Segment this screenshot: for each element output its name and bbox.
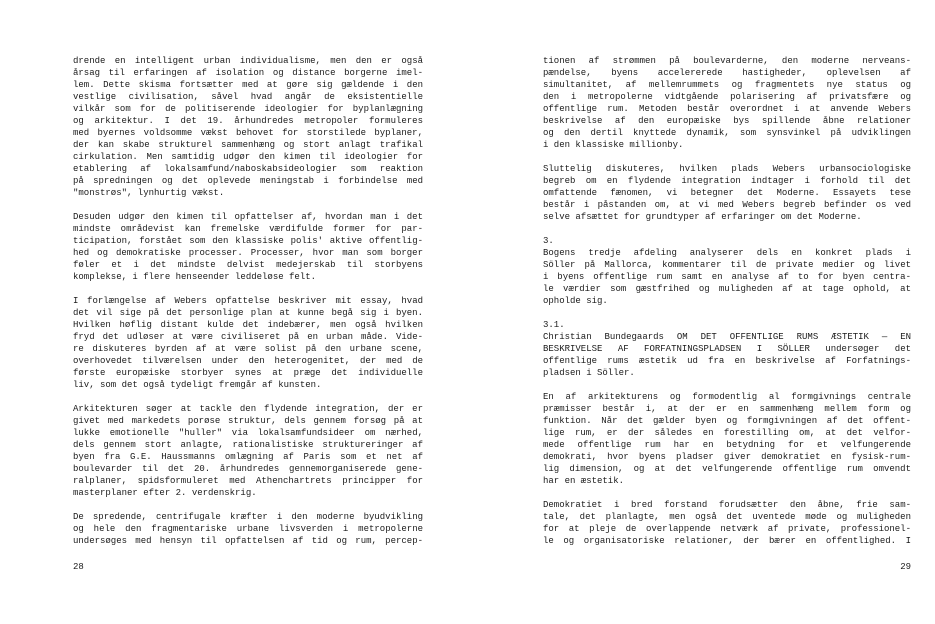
- paragraph: [73, 511, 423, 547]
- text-line: i byens offentlige rum samt en analyse af to for byen centra-: [543, 272, 911, 282]
- text-line: cirkulation. Men samtidig udgør den kimen til ideologier for: [73, 152, 423, 162]
- text-line: Demokratiet i bred forstand forudsætter den åbne, frie sam-: [543, 500, 911, 510]
- text-line: lem. Dette skisma fortsætter med at gøre sig gældende i den: [73, 80, 423, 90]
- text-line: le værdier som gæstfrihed og muligheden af at tage ophold, at: [543, 284, 911, 294]
- text-line: årsag til erfaringen af isolation og distance borgerne imel-: [73, 68, 423, 78]
- text-line: begreb om en flydende integration indtager i forhold til det: [543, 176, 911, 186]
- text-line: har en æstetik.: [543, 476, 625, 486]
- text-line: for at pleje de overlappende netværk af private, professionel-: [543, 524, 911, 534]
- text-line: Desuden udgør den kimen til opfattelser af, hvordan man i det: [73, 212, 423, 222]
- text-line: lukke emotionelle "huller" via lokalsamfundsideer om nærhed,: [73, 428, 423, 438]
- text-line: offentlige rum. Metoden består overordnet i at anvende Webers: [543, 104, 911, 114]
- text-line: I forlængelse af Webers opfattelse beskriver mit essay, hvad: [73, 296, 423, 306]
- text-line: BESKRIVELSE AF FORFATNINGSPLADSEN I SÖLLER undersøger det: [543, 344, 911, 354]
- text-line: ticipation, forstået som den klassiske polis' aktive offentlig-: [73, 236, 423, 246]
- text-line: tale, det planlagte, men også det uventede møde og muligheden: [543, 512, 911, 522]
- text-line: og den dertil knyttede dynamik, som synsvinkel på udviklingen: [543, 128, 911, 138]
- text-line: og hele den fragmentariske urbane livsverden i metropolerne: [73, 524, 423, 534]
- paragraph: [73, 55, 423, 199]
- text-line: byen fra G.E. Haussmanns omlægning af Paris som et net af: [73, 452, 423, 462]
- text-line: vilkår som for de politiserende ideologier for byplanlægning: [73, 104, 423, 114]
- text-line: pændelse, byens accelererede hastigheder, oplevelsen af: [543, 68, 911, 78]
- text-line: funktion. Når det gælder byen og formgivningen af det offent-: [543, 416, 911, 426]
- paragraph: [73, 295, 423, 391]
- text-line: opholde sig.: [543, 296, 608, 306]
- text-line: føler et i det mindste delvist medejerskab til storbyens: [73, 260, 423, 270]
- text-line: re diskuteres byrden af at være solist på den urbane scene,: [73, 344, 423, 354]
- text-line: på spredningen og det oplevede meningstab i forbindelse med: [73, 176, 423, 186]
- text-line: lige rum, er der således en forestilling om, at det velfor-: [543, 428, 911, 438]
- text-line: komplekse, i flere henseender leddeløse felt.: [73, 272, 317, 282]
- text-line: Bogens tredje afdeling analyserer dels en konkret plads i: [543, 248, 911, 258]
- text-line: ralplaner, spidsformuleret med Athenchartrets principper for: [73, 476, 423, 486]
- text-line: Hvilken høflig distant kulde det indebærer, men også hvilken: [73, 320, 423, 330]
- text-line: selve afsættet for grundtyper af erfaringer om det Moderne.: [543, 212, 862, 222]
- text-line: Sluttelig diskuteres, hvilken plads Webers urbansociologiske: [543, 164, 911, 174]
- text-line: etablering af lokalsamfund/naboskabsideologier som reaktion: [73, 164, 423, 174]
- text-line: Arkitekturen søger at tackle den flydende integration, der er: [73, 404, 423, 414]
- text-line: hed og demokratiske processer. Processer, hvor man som borger: [73, 248, 423, 258]
- text-line: mindste områdevist kan fremelske værdifulde former for par-: [73, 224, 423, 234]
- text-line: overhovedet tilværelsen under den heterogenitet, der med de: [73, 356, 423, 366]
- left-page-text-column: [73, 55, 423, 547]
- text-line: masterplaner efter 2. verdenskrig.: [73, 488, 257, 498]
- text-line: første europæiske storbyer synes at præge det individuelle: [73, 368, 423, 378]
- paragraph: [543, 319, 911, 379]
- text-line: den i metropolerne vidtgående polarisering af privatsfære og: [543, 92, 911, 102]
- text-line: og arkitektur. I det 19. århundredes metropoler formuleres: [73, 116, 423, 126]
- text-line: "monstrøs", lynhurtig vækst.: [73, 188, 225, 198]
- text-line: dels gennem stort anlagte, rationalistiske struktureringer af: [73, 440, 423, 450]
- text-line: demokrati, hvor byens pladser giver demokratiet en fysisk-rum-: [543, 452, 911, 462]
- text-line: En af arkitekturens og formodentlig al formgivnings centrale: [543, 392, 911, 402]
- text-line: der kan skabe strukturel sammenhæng og stort anlagt trafikal: [73, 140, 423, 150]
- text-line: undersøges med hensyn til opfattelsen af tid og rum, percep-: [73, 536, 423, 546]
- text-line: Söller på Mallorca, kommentarer til de private medier og livet: [543, 260, 911, 270]
- paragraph: [73, 403, 423, 499]
- text-line: omfattende fænomen, vi betegner det Moderne. Essayets tese: [543, 188, 911, 198]
- text-line: mede offentlige rum har en betydning for et velfungerende: [543, 440, 911, 450]
- text-line: drende en intelligent urban individualisme, men den er også: [73, 56, 423, 66]
- right-page-text-column: [543, 55, 911, 547]
- text-line: le og organisatoriske relationer, der bærer en offentlighed. I: [543, 536, 911, 546]
- text-line: boulevarder til det 20. århundredes gennemorganiserede gene-: [73, 464, 423, 474]
- text-line: 3.: [543, 236, 554, 246]
- text-line: offentlige rums æstetik ud fra en beskrivelse af Forfatnings-: [543, 356, 911, 366]
- text-line: i den klassiske millionby.: [543, 140, 684, 150]
- paragraph: [543, 235, 911, 307]
- text-line: fryd det udløser at være civiliseret på en urban måde. Vide-: [73, 332, 423, 342]
- text-line: præmisser består i, at der er en sammenhæng mellem form og: [543, 404, 911, 414]
- paragraph: [543, 163, 911, 223]
- text-line: vestlige civilisation, såvel hvad angår de eksistentielle: [73, 92, 423, 102]
- text-line: tionen af strømmen på boulevarderne, den moderne nerveans-: [543, 56, 911, 66]
- text-line: det vil sige på det personlige plan at kunne begå sig i byen.: [73, 308, 423, 318]
- text-line: består i påstanden om, at vi med Webers begreb befinder os ved: [543, 200, 911, 210]
- text-line: 3.1.: [543, 320, 565, 330]
- text-line: beskrivelse af den europæiske bys spillende åbne relationer: [543, 116, 911, 126]
- text-line: pladsen i Söller.: [543, 368, 635, 378]
- paragraph: [73, 211, 423, 283]
- paragraph: [543, 55, 911, 151]
- paragraph: [543, 391, 911, 487]
- left-page-number: 28: [73, 562, 84, 572]
- right-page-number: 29: [900, 562, 911, 572]
- text-line: givet med markedets porøse struktur, dels gennem forsøg på at: [73, 416, 423, 426]
- text-line: lig dimension, og at det velfungerende offentlige rum omvendt: [543, 464, 911, 474]
- text-line: De spredende, centrifugale kræfter i den moderne byudvikling: [73, 512, 423, 522]
- text-line: simultanitet, af mellemrummets og fragmentets nye status og: [543, 80, 911, 90]
- paragraph: [543, 499, 911, 547]
- text-line: Christian Bundegaards OM DET OFFENTLIGE RUMS ÆSTETIK — EN: [543, 332, 911, 342]
- text-line: med byernes voldsomme vækst behovet for storstilede byplaner,: [73, 128, 423, 138]
- text-line: liv, som det også tydeligt fremgår af kunsten.: [73, 380, 322, 390]
